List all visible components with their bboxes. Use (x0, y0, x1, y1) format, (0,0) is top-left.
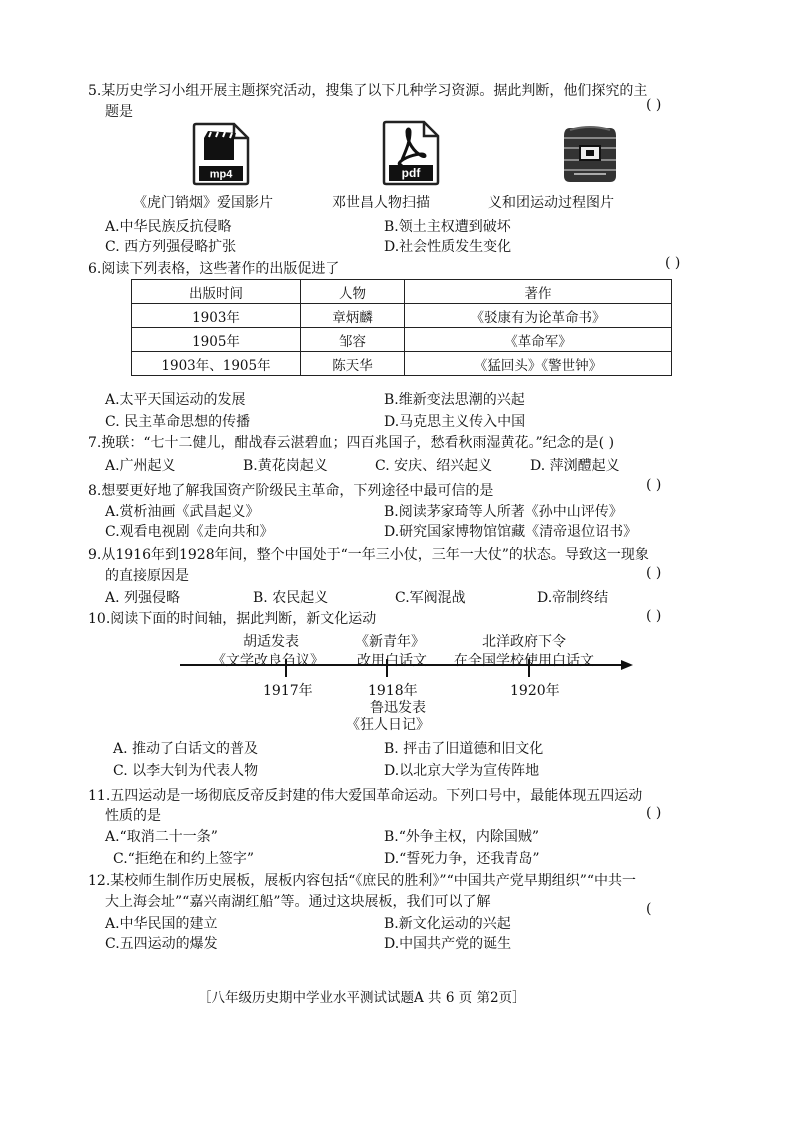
q8-option-d: D.研究国家博物馆馆藏《清帝退位诏书》 (384, 524, 638, 540)
table-cell: 《猛回头》《警世钟》 (405, 352, 672, 376)
q11-option-b: B.“外争主权，内除国贼” (384, 829, 540, 845)
q7-option-b: B.黄花岗起义 (243, 458, 328, 474)
table-cell: 章炳麟 (301, 304, 405, 328)
q6-stem: 6.阅读下列表格，这些著作的出版促进了 (88, 261, 340, 277)
q8-stem: 8.想要更好地了解我国资产阶级民主革命，下列途径中最可信的是 (88, 483, 494, 499)
timeline-event-1-line1: 胡适发表 (243, 634, 299, 650)
q9-option-a: A. 列强侵略 (105, 590, 181, 606)
q9-stem-line2: 的直接原因是 (105, 568, 189, 584)
table-cell: 陈天华 (301, 352, 405, 376)
q9-option-b: B. 农民起义 (253, 590, 329, 606)
timeline-year-1918: 1918年 (368, 683, 418, 699)
timeline-year-1917: 1917年 (263, 683, 313, 699)
q10-answer-paren: ( ) (646, 608, 662, 624)
q6-option-b: B.维新变法思潮的兴起 (384, 392, 525, 408)
q9-option-d: D.帝制终结 (537, 590, 609, 606)
timeline-event-below-line2: 《狂人日记》 (346, 717, 430, 733)
q6-answer-paren: ( ) (665, 255, 681, 271)
pdf-file-icon (380, 120, 442, 186)
q10-option-b: B. 抨击了旧道德和旧文化 (384, 741, 544, 757)
q8-option-c: C.观看电视剧《走向共和》 (105, 524, 274, 540)
table-header-cell: 著作 (405, 280, 672, 304)
q10-option-d: D.以北京大学为宣传阵地 (384, 763, 540, 779)
table-header-cell: 出版时间 (132, 280, 301, 304)
q12-answer-paren: ( (646, 901, 652, 917)
q11-option-a: A.“取消二十一条” (105, 829, 218, 845)
table-header-cell: 人物 (301, 280, 405, 304)
table-cell: 《革命军》 (405, 328, 672, 352)
q12-option-c: C.五四运动的爆发 (105, 936, 218, 952)
table-cell: 邹容 (301, 328, 405, 352)
q5-option-d: D.社会性质发生变化 (384, 239, 512, 255)
q11-stem-line2: 性质的是 (105, 808, 161, 824)
timeline-event-3-line2: 在全国学校使用白话文 (454, 653, 594, 669)
q5-resource-caption-1: 《虎门销烟》爱国影片 (133, 195, 273, 211)
timeline-event-1-line2: 《文学改良刍议》 (212, 653, 324, 669)
q9-answer-paren: ( ) (646, 565, 662, 581)
timeline-event-2-line1: 《新青年》 (355, 634, 425, 650)
q7-stem: 7.挽联：“七十二健儿，酣战春云湛碧血；四百兆国子，愁看秋雨湿黄花。”纪念的是( ) (88, 435, 615, 451)
q5-option-b: B.领土主权遭到破坏 (384, 219, 511, 235)
q12-option-a: A.中华民国的建立 (105, 916, 218, 932)
q5-stem-line2: 题是 (105, 104, 133, 120)
q7-option-d: D. 萍浏醴起义 (530, 458, 620, 474)
q5-stem-line1: 5.某历史学习小组开展主题探究活动，搜集了以下几种学习资源。据此判断，他们探究的主 (88, 83, 648, 99)
q11-option-c: C.“拒绝在和约上签字” (113, 851, 254, 867)
table-cell: 1903年 (132, 304, 301, 328)
timeline-event-below-line1: 鲁迅发表 (370, 700, 426, 716)
q11-stem-line1: 11.五四运动是一场彻底反帝反封建的伟大爱国革命运动。下列口号中，最能体现五四运动 (88, 788, 643, 804)
q7-option-c: C. 安庆、绍兴起义 (375, 458, 493, 474)
q9-stem-line1: 9.从1916年到1928年间，整个中国处于“一年三小仗，三年一大仗”的状态。导致这一现象 (88, 547, 649, 563)
image-archive-icon (560, 124, 620, 184)
mp4-tag: mp4 (209, 168, 233, 181)
q11-option-d: D.“誓死力争，还我青岛” (384, 851, 540, 867)
q5-resource-caption-2: 邓世昌人物扫描 (332, 195, 430, 211)
q8-answer-paren: ( ) (646, 477, 662, 493)
pdf-tag: pdf (401, 166, 421, 180)
q5-answer-paren: ( ) (646, 97, 662, 113)
table-row (132, 352, 672, 376)
q5-option-c: C. 西方列强侵略扩张 (105, 239, 237, 255)
q9-option-c: C.军阀混战 (395, 590, 466, 606)
q10-option-c: C. 以李大钊为代表人物 (113, 763, 259, 779)
timeline-arrow-icon (621, 660, 633, 670)
timeline-event-2-line2: 改用白话文 (357, 653, 427, 669)
q6-option-c: C. 民主革命思想的传播 (105, 414, 251, 430)
table-header-row (132, 280, 672, 304)
q8-option-a: A.赏析油画《武昌起义》 (105, 504, 260, 520)
works-table (131, 279, 672, 376)
table-row (132, 304, 672, 328)
q12-option-d: D.中国共产党的诞生 (384, 936, 512, 952)
q6-option-d: D.马克思主义传入中国 (384, 414, 526, 430)
table-cell: 1905年 (132, 328, 301, 352)
page-footer: ［八年级历史期中学业水平测试试题A 共 6 页 第2页］ (198, 990, 526, 1006)
q12-stem-line2: 大上海会址”“嘉兴南湖红船”等。通过这块展板，我们可以了解 (105, 894, 491, 910)
q5-resource-caption-3: 义和团运动过程图片 (488, 195, 614, 211)
timeline-event-3-line1: 北洋政府下令 (482, 634, 566, 650)
q6-option-a: A.太平天国运动的发展 (105, 392, 246, 408)
q10-stem: 10.阅读下面的时间轴，据此判断，新文化运动 (88, 611, 377, 627)
table-row (132, 328, 672, 352)
q12-option-b: B.新文化运动的兴起 (384, 916, 511, 932)
q5-option-a: A.中华民族反抗侵略 (105, 219, 232, 235)
timeline-year-1920: 1920年 (510, 683, 560, 699)
q12-stem-line1: 12.某校师生制作历史展板，展板内容包括“《庶民的胜利》”“中国共产党早期组织”“中共一 (88, 873, 637, 889)
q10-option-a: A. 推动了白话文的普及 (113, 741, 259, 757)
mp4-file-icon (190, 122, 252, 186)
q7-option-a: A.广州起义 (105, 458, 176, 474)
table-cell: 《驳康有为论革命书》 (405, 304, 672, 328)
q11-answer-paren: ( ) (646, 805, 662, 821)
table-cell: 1903年、1905年 (132, 352, 301, 376)
q8-option-b: B.阅读茅家琦等人所著《孙中山评传》 (384, 504, 623, 520)
